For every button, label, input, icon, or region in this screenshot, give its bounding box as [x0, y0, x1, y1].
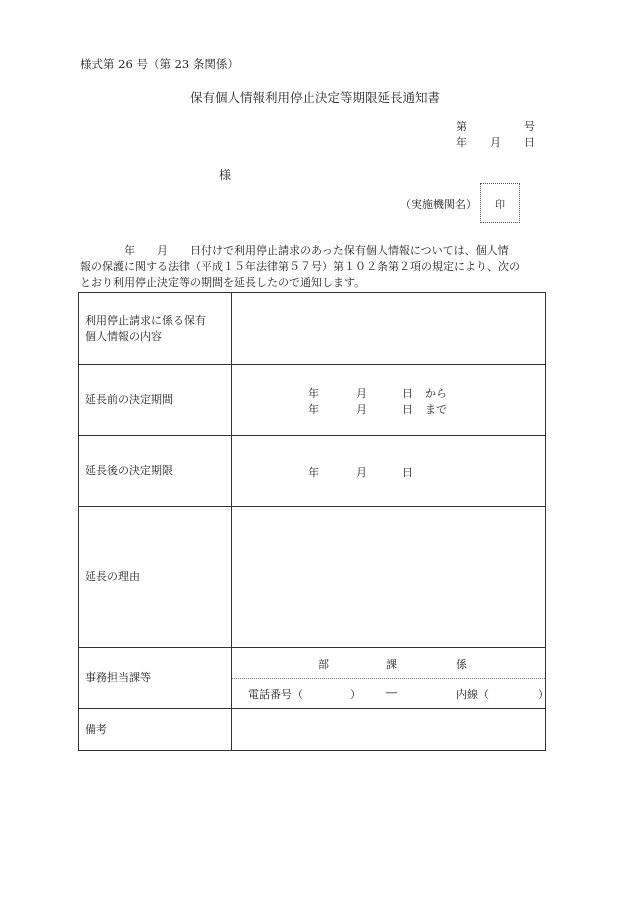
table-row: [79, 436, 546, 507]
table-row: [79, 709, 546, 751]
notice-body-line: 年 月 日付けで利用停止請求のあった保有個人情報については、個人情: [80, 244, 509, 257]
deadline-after-year: 年: [308, 466, 319, 479]
doc-number-prefix: 第: [456, 120, 467, 133]
notice-body-line: 報の保護に関する法律（平成１５年法律第５７号）第１０２条第２項の規定により、次の: [80, 260, 520, 273]
contact-department-field: [232, 648, 549, 709]
period-before-year: 年: [308, 387, 319, 400]
remarks-field[interactable]: [232, 709, 546, 751]
request-content-label-line1: 利用停止請求に係る保有: [85, 313, 206, 327]
remarks-label: 備考: [79, 709, 232, 751]
department-bu-label: 部: [318, 658, 329, 671]
request-content-label-line2: 個人情報の内容: [85, 329, 162, 343]
notice-table: [78, 292, 549, 751]
period-before-field[interactable]: [232, 365, 546, 436]
notice-body-line: とおり利用停止決定等の期間を延長したので通知します。: [80, 276, 366, 289]
seal-label: 印: [495, 199, 505, 211]
period-to-label: まで: [425, 403, 447, 416]
page-title: 保有個人情報利用停止決定等期限延長通知書: [189, 90, 440, 105]
extension-reason-label: 延長の理由: [79, 507, 232, 648]
deadline-after-field[interactable]: [232, 436, 546, 507]
form-number: 様式第 26 号（第 23 条関係）: [80, 57, 239, 71]
notice-body: [80, 243, 545, 291]
seal-box: [480, 183, 520, 223]
department-kakari-label: 係: [456, 658, 467, 671]
period-before-month: 月: [356, 387, 367, 400]
deadline-after-day: 日: [402, 466, 413, 479]
phone-number-label: 電話番号（: [248, 688, 303, 701]
period-before-day: 日: [402, 403, 413, 416]
request-content-field[interactable]: [232, 293, 546, 365]
extension-label: 内線（: [456, 688, 489, 701]
table-row: [79, 365, 546, 436]
phone-dash: ―: [386, 686, 397, 699]
extension-close: ）: [538, 688, 549, 701]
document-number: [456, 118, 536, 134]
doc-date-month: 月: [490, 136, 501, 149]
document-date: [456, 134, 536, 150]
period-before-day: 日: [402, 387, 413, 400]
doc-date-year: 年: [456, 136, 467, 149]
extension-reason-field[interactable]: [232, 507, 546, 648]
doc-number-suffix: 号: [524, 120, 535, 133]
doc-date-day: 日: [524, 136, 535, 149]
table-row: [79, 293, 546, 365]
period-from-label: から: [425, 387, 447, 400]
period-before-month: 月: [356, 403, 367, 416]
agency-label: （実施機関名）: [400, 198, 477, 211]
request-content-label: [79, 293, 232, 365]
phone-number-close: ）: [350, 688, 361, 701]
department-ka-label: 課: [386, 658, 397, 671]
period-before-label: 延長前の決定期間: [79, 365, 232, 436]
deadline-after-month: 月: [356, 466, 367, 479]
addressee-suffix: 様: [219, 168, 232, 182]
period-before-year: 年: [308, 403, 319, 416]
deadline-after-label: 延長後の決定期限: [79, 436, 232, 507]
contact-department-label: 事務担当課等: [79, 648, 232, 709]
table-row: [79, 507, 546, 648]
table-row: [79, 648, 546, 709]
